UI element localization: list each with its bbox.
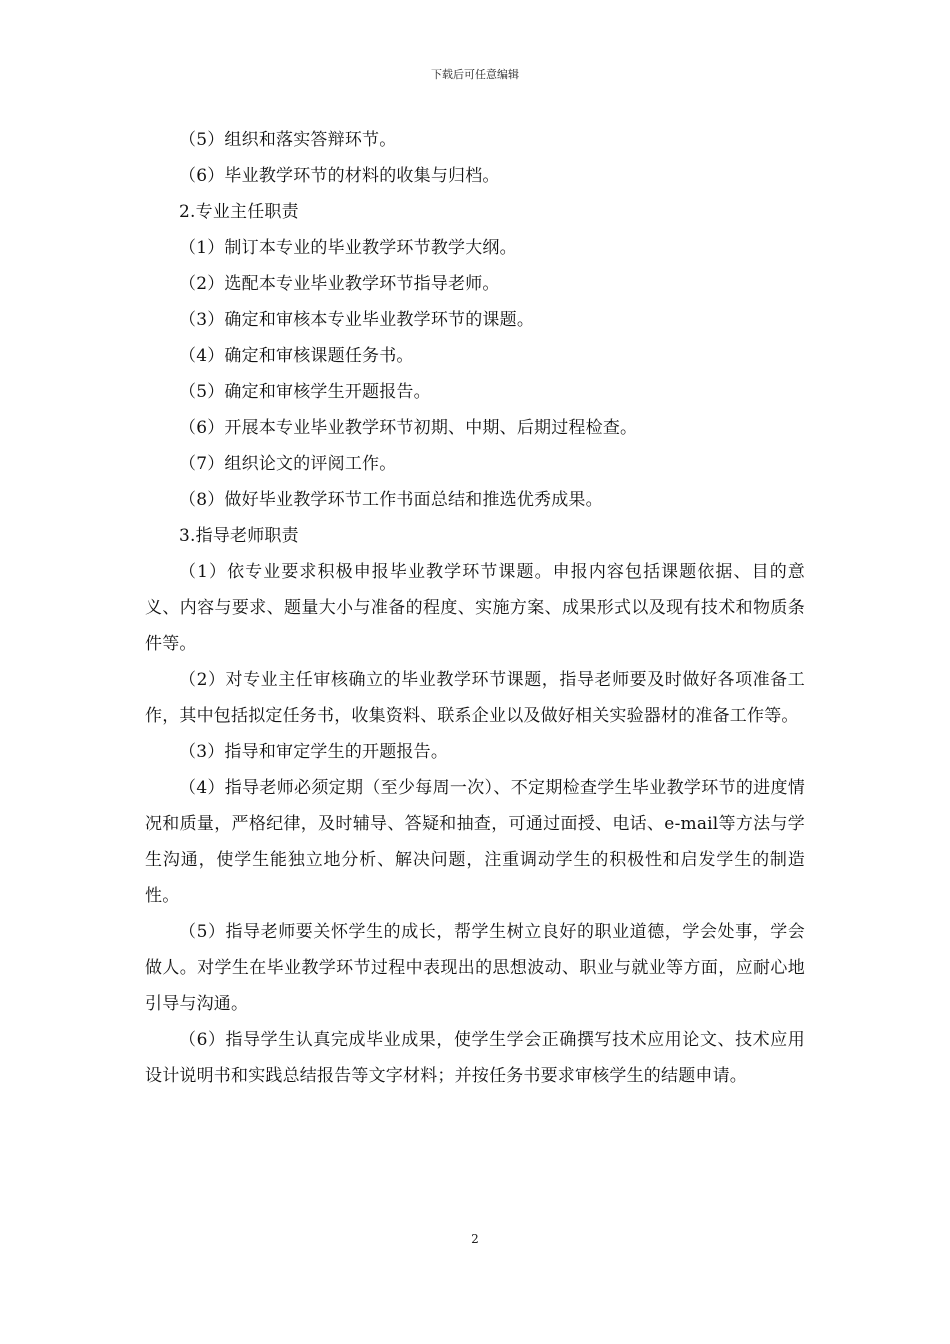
paragraph: （2）对专业主任审核确立的毕业教学环节课题，指导老师要及时做好各项准备工作，其中包括拟定任务书，收集资料、联系企业以及做好相关实验器材的准备工作等。 [145,670,805,726]
paragraph: （5）确定和审核学生开题报告。 [179,382,431,402]
paragraph: （8）做好毕业教学环节工作书面总结和推选优秀成果。 [179,490,603,510]
paragraph: （6）指导学生认真完成毕业成果，使学生学会正确撰写技术应用论文、技术应用设计说明书和实践总结报告等文字材料；并按任务书要求审核学生的结题申请。 [145,1030,805,1086]
paragraph: （1）依专业要求积极申报毕业教学环节课题。申报内容包括课题依据、目的意义、内容与要求、题量大小与准备的程度、实施方案、成果形式以及现有技术和物质条件等。 [145,562,805,654]
paragraph: （6）开展本专业毕业教学环节初期、中期、后期过程检查。 [179,418,638,438]
section-heading: 2.专业主任职责 [179,202,299,222]
paragraph: （3）确定和审核本专业毕业教学环节的课题。 [179,310,535,330]
paragraph: （4）确定和审核课题任务书。 [179,346,414,366]
paragraph: （7）组织论文的评阅工作。 [179,454,397,474]
section-heading: 3.指导老师职责 [179,526,299,546]
page-number: 2 [471,1232,479,1246]
paragraph: （4）指导老师必须定期（至少每周一次）、不定期检查学生毕业教学环节的进度情况和质量，严格纪律，及时辅导、答疑和抽查，可通过面授、电话、e-mail等方法与学生沟通，使学生能独立地分析、解决问题，注重调动学生的积极性和启发学生的制造性。 [145,778,805,906]
paragraph: （5）组织和落实答辩环节。 [179,130,397,150]
document-body [145,122,805,1094]
paragraph: （2）选配本专业毕业教学环节指导老师。 [179,274,500,294]
paragraph: （6）毕业教学环节的材料的收集与归档。 [179,166,500,186]
paragraph: （3）指导和审定学生的开题报告。 [179,742,449,762]
page-header: 下载后可任意编辑 [431,68,519,81]
paragraph: （5）指导老师要关怀学生的成长，帮学生树立良好的职业道德，学会处事，学会做人。对学生在毕业教学环节过程中表现出的思想波动、职业与就业等方面，应耐心地引导与沟通。 [145,922,805,1014]
paragraph: （1）制订本专业的毕业教学环节教学大纲。 [179,238,517,258]
